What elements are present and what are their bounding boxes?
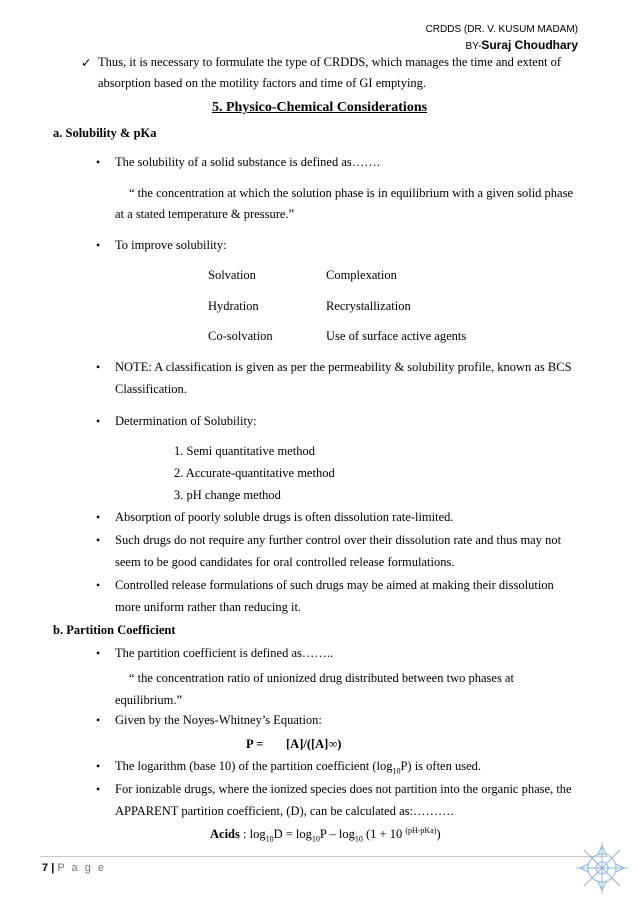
- improve-solubility: To improve solubility:: [115, 238, 227, 252]
- method-recrystallization: Recrystallization: [326, 299, 411, 313]
- page-label: P a g e: [57, 862, 106, 874]
- intro-line-2: absorption based on the motility factors and time of GI emptying.: [98, 76, 427, 90]
- solubility-quote-2: at a stated temperature & pressure.”: [115, 207, 295, 221]
- check-icon: ✓: [81, 56, 92, 70]
- bcs-note-2: Classification.: [115, 382, 187, 396]
- page-separator: |: [51, 862, 55, 874]
- ionizable-1: For ionizable drugs, where the ionized species does not partition into the organic phase, the: [115, 782, 572, 796]
- bullet-icon: •: [96, 782, 101, 796]
- intro-line-1: Thus, it is necessary to formulate the type of CRDDS, which manages the time and extent of: [98, 55, 562, 69]
- header-by: BY-: [465, 41, 482, 52]
- noyes-whitney: Given by the Noyes-Whitney’s Equation:: [115, 713, 322, 727]
- section-title: 5. Physico-Chemical Considerations: [212, 100, 428, 115]
- cr-formulations-2: more uniform rather than reducing it.: [115, 600, 302, 614]
- bullet-icon: •: [96, 238, 101, 252]
- such-drugs-2: seem to be good candidates for oral controlled release formulations.: [115, 555, 455, 569]
- acids-equation: Acids : $\log_{10}D = \log_{10}P - \log_{10} (1 + 10$ $^{(pH-pKa)}$): [210, 826, 441, 844]
- method-cosolvation: Co-solvation: [208, 329, 273, 343]
- footer-rule: [40, 856, 608, 857]
- partition-quote-2: equilibrium.”: [115, 693, 182, 707]
- page-footer: [42, 862, 106, 874]
- bullet-icon: •: [96, 414, 101, 428]
- bullet-icon: •: [96, 713, 101, 727]
- method-hydration: Hydration: [208, 299, 259, 313]
- log-partition: The logarithm (base 10) of the partition coefficient $(\log_{10}P)$ is often used.: [115, 759, 482, 776]
- bullet-icon: •: [96, 646, 101, 660]
- determination-heading: Determination of Solubility:: [115, 414, 257, 428]
- bullet-icon: •: [96, 360, 101, 374]
- bcs-note-1: NOTE: A classification is given as per the permeability & solubility profile, known as BCS: [115, 360, 572, 374]
- bullet-icon: •: [96, 155, 101, 169]
- header-course: CRDDS (DR. V. KUSUM MADAM): [425, 24, 578, 35]
- absorption-bullet: Absorption of poorly soluble drugs is often dissolution rate-limited.: [115, 510, 454, 524]
- partition-def: The partition coefficient is defined as……..: [115, 646, 334, 660]
- determination-item: 1. Semi quantitative method: [174, 444, 315, 458]
- bullet-icon: •: [96, 578, 101, 592]
- cr-formulations-1: Controlled release formulations of such drugs may be aimed at making their dissolution: [115, 578, 554, 592]
- snowflake-ornament-icon: [572, 838, 632, 898]
- header-author-line: [466, 38, 578, 52]
- bullet-icon: •: [96, 510, 101, 524]
- partition-heading: b. Partition Coefficient: [53, 623, 176, 637]
- ionizable-2: APPARENT partition coefficient, (D), can be calculated as:……….: [115, 804, 454, 818]
- determination-item: 3. pH change method: [174, 488, 281, 502]
- such-drugs-1: Such drugs do not require any further control over their dissolution rate and thus may not: [115, 533, 562, 547]
- solubility-heading: a. Solubility & pKa: [53, 126, 157, 140]
- page-number: 7: [42, 862, 49, 874]
- header-author: Suraj Choudhary: [481, 38, 578, 52]
- solubility-quote-1: “ the concentration at which the solution phase is in equilibrium with a given solid phase: [129, 186, 574, 200]
- method-surfactants: Use of surface active agents: [326, 329, 467, 343]
- bullet-icon: •: [96, 533, 101, 547]
- equation-rhs: [A]/([A]∞): [286, 737, 342, 751]
- method-solvation: Solvation: [208, 268, 256, 282]
- equation-lhs: P =: [246, 737, 264, 751]
- bullet-icon: •: [96, 759, 101, 773]
- method-complexation: Complexation: [326, 268, 397, 282]
- determination-item: 2. Accurate-quantitative method: [174, 466, 335, 480]
- solubility-def: The solubility of a solid substance is defined as…….: [115, 155, 380, 169]
- partition-quote-1: “ the concentration ratio of unionized drug distributed between two phases at: [129, 671, 514, 685]
